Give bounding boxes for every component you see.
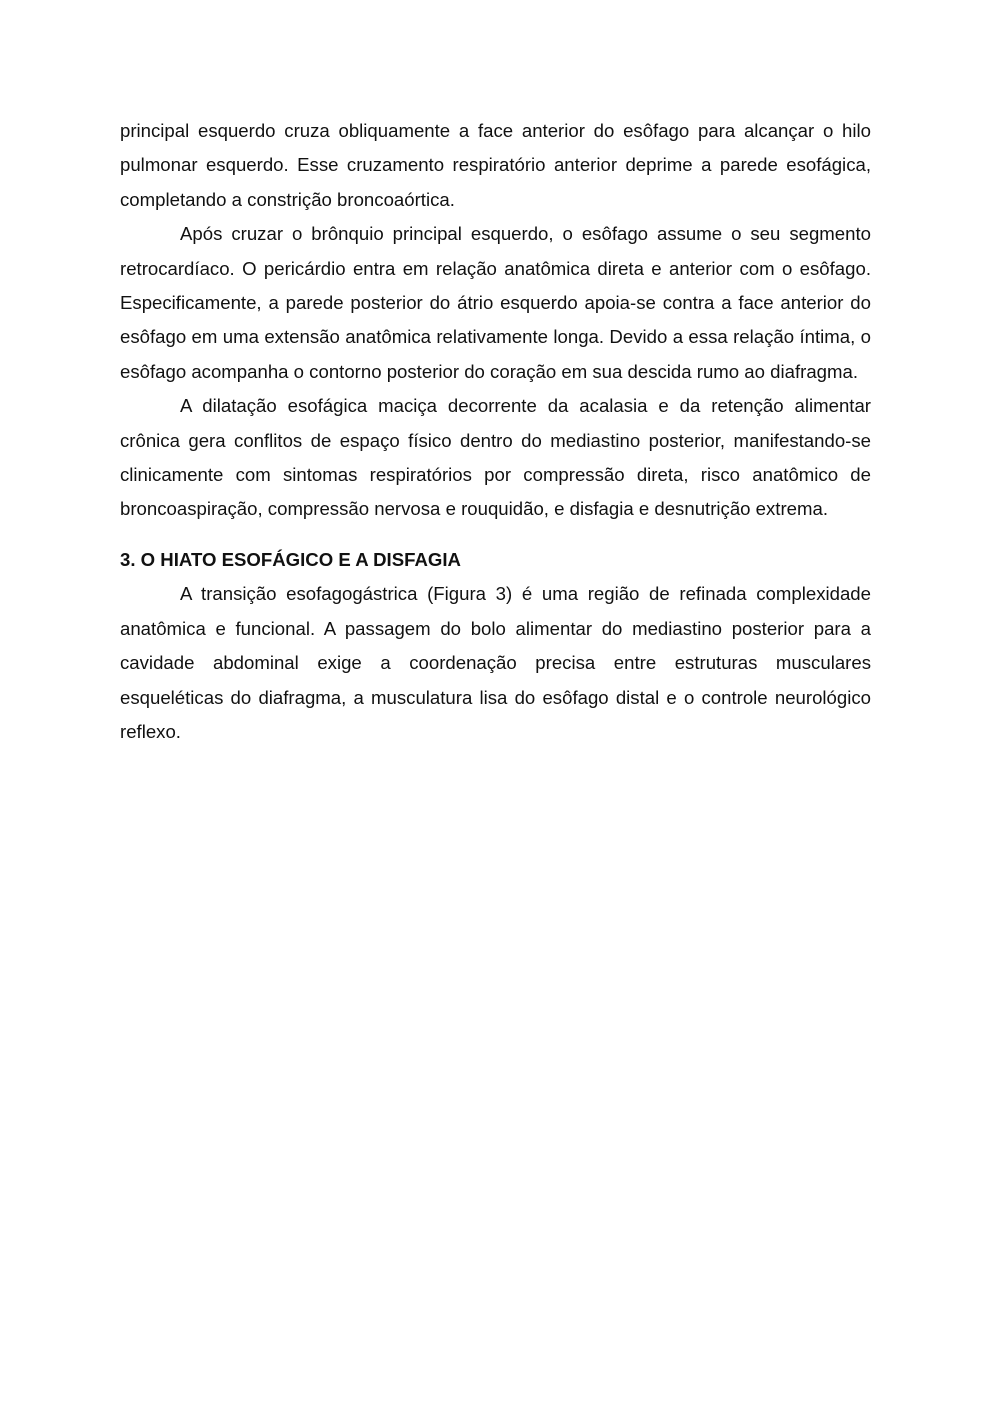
paragraph-continuation: principal esquerdo cruza obliquamente a face anterior do esôfago para alcançar o hilo pulmonar esquerdo. Esse cruzamento respiratório anterior deprime a parede esofágica, completando a constrição broncoaórtica.	[120, 120, 871, 210]
paragraph-esophageal-dilation: A dilatação esofágica maciça decorrente da acalasia e da retenção alimentar crônica gera conflitos de espaço físico dentro do mediastino posterior, manifestando-se clinicamente com sintomas respiratórios por compressão direta, risco anatômico de broncoaspiração, compressão nervosa e rouquidão, e disfagia e desnutrição extrema.	[120, 395, 871, 520]
paragraph-esophagogastric-transition: A transição esofagogástrica (Figura 3) é uma região de refinada complexidade anatômica e funcional. A passagem do bolo alimentar do mediastino posterior para a cavidade abdominal exige a coordenação precisa entre estruturas musculares esqueléticas do diafragma, a musculatura lisa do esôfago distal e o controle neurológico reflexo.	[120, 583, 871, 742]
section-heading: 3. O HIATO ESOFÁGICO E A DISFAGIA	[120, 548, 461, 570]
document-page	[120, 114, 871, 749]
paragraph-retrocardiac-segment: Após cruzar o brônquio principal esquerdo, o esôfago assume o seu segmento retrocardíaco. O pericárdio entra em relação anatômica direta e anterior com o esôfago. Especificamente, a parede posterior do átrio esquerdo apoia-se contra a face anterior do esôfago em uma extensão anatômica relativamente longa. Devido a essa relação íntima, o esôfago acompanha o contorno posterior do coração em sua descida rumo ao diafragma.	[120, 223, 871, 382]
